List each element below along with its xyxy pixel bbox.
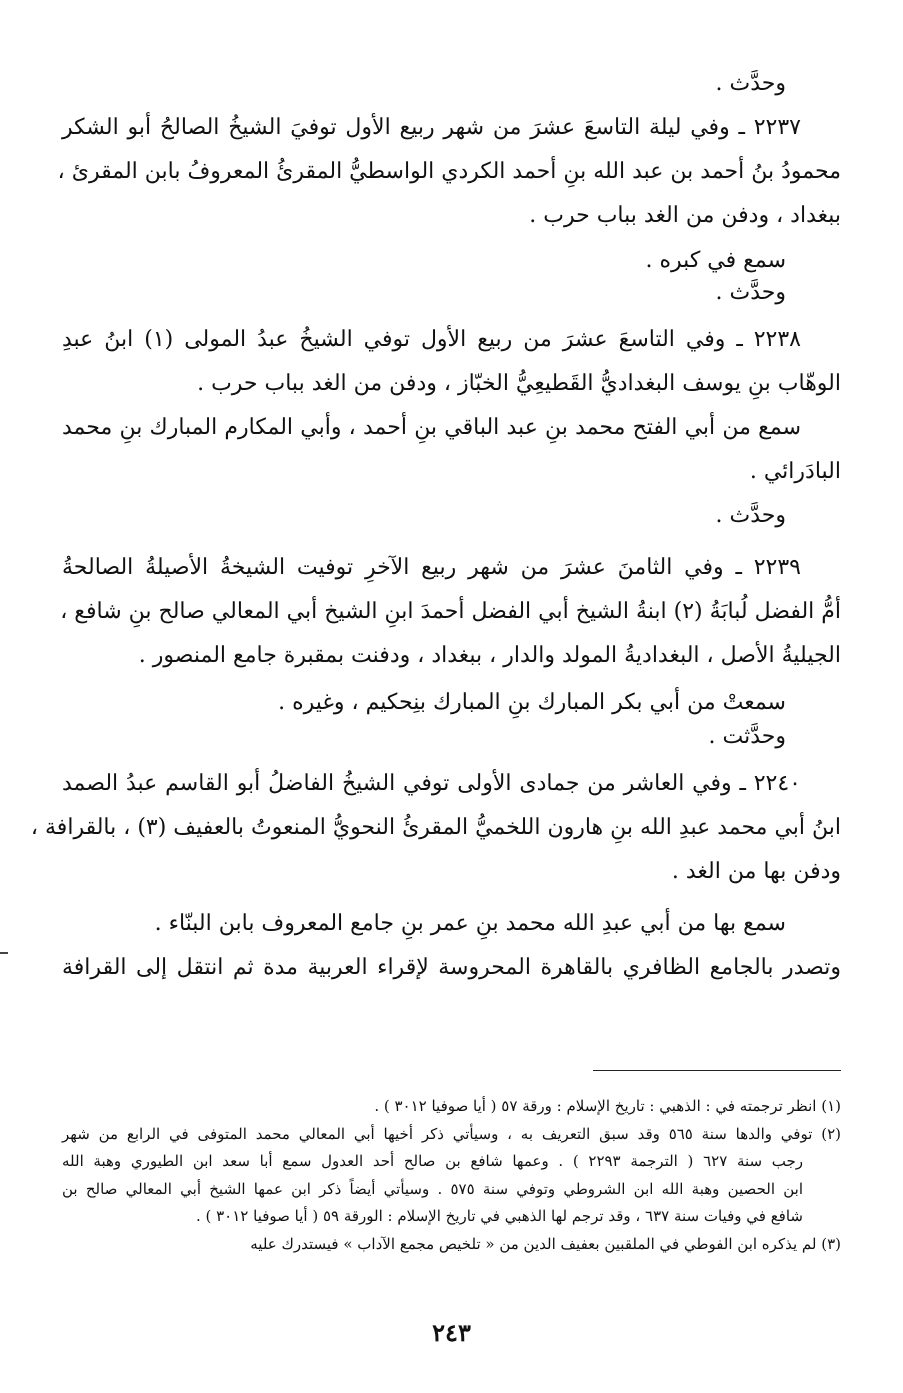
page-number: ٢٤٣ xyxy=(432,1318,471,1347)
body-line: البادَرائي . xyxy=(749,459,841,484)
body-line: ودفن بها من الغد . xyxy=(671,859,841,884)
margin-mark xyxy=(0,952,8,954)
body-line: الجيليةُ الأصل ، البغداديةُ المولد والدار ، ببغداد ، ودفنت بمقبرة جامع المنصور . xyxy=(138,643,841,668)
footnote-divider xyxy=(593,1070,841,1071)
body-line: وحدَّث . xyxy=(715,280,786,305)
spacer xyxy=(62,238,841,246)
body-line: ببغداد ، ودفن من الغد بباب حرب . xyxy=(529,203,841,228)
body-line: وحدَّثت . xyxy=(708,724,786,749)
footnote-2-continued: ابن الحصين وهبة الله ابن الشروطي وتوفي سنة ٥٧٥ . وسيأتي أيضاً ذكر ابن عمها الشيخ أبي المعالي صالح بن xyxy=(62,1179,803,1198)
body-line: الوهّاب بنِ يوسف البغداديُّ القَطيعِيُّ الخبّاز ، ودفن من الغد بباب حرب . xyxy=(197,371,841,396)
footnote-2: (٢) توفي والدها سنة ٥٦٥ وقد سبق التعريف به ، وسيأتي ذكر أخيها أبي المعالي محمد المتوفى في الرابع من شهر xyxy=(62,1124,841,1143)
body-line: أمُّ الفضل لُبابَةُ (٢) ابنةُ الشيخ أبي الفضل أحمدَ ابنِ الشيخ أبي المعالي صالح بنِ شافع ، xyxy=(60,599,841,624)
body-line: وحدَّث . xyxy=(715,71,786,96)
body-line: سمع بها من أبي عبدِ الله محمد بنِ عمر بنِ جامع المعروف بابن البنّاء . xyxy=(154,911,786,936)
body-line: سمع في كبره . xyxy=(645,248,786,273)
footnote-3: (٣) لم يذكره ابن الفوطي في الملقبين بعفيف الدين من « تلخيص مجمع الآداب » فيستدرك عليه xyxy=(250,1234,841,1253)
entry-2238-heading: ٢٢٣٨ ـ وفي التاسعَ عشرَ من ربيع الأول توفي الشيخُ عبدُ المولى (١) ابنُ عبدِ xyxy=(62,327,801,352)
spacer xyxy=(62,894,841,902)
spacer xyxy=(62,538,841,546)
body-line: محمودُ بنُ أحمد بن عبد الله بنِ أحمد الكردي الواسطيُّ المقرئُ المعروفُ بابن المقرئ ، xyxy=(57,159,841,184)
footnote-2-continued: رجب سنة ٦٢٧ ( الترجمة ٢٢٩٣ ) . وعمها شافع بن صالح أحد العدول سمع أبا سعد ابن الطيوري وهبة الله xyxy=(62,1152,804,1170)
body-line: سمعتْ من أبي بكر المبارك بنِ المبارك بنِحكيم ، وغيره . xyxy=(278,690,786,715)
body-line: وحدَّث . xyxy=(715,503,786,528)
entry-2239-heading: ٢٢٣٩ ـ وفي الثامنَ عشرَ من شهر ربيع الآخرِ توفيت الشيخةُ الأصيلةُ الصالحةُ xyxy=(62,555,801,580)
spacer xyxy=(62,754,841,762)
body-line: وتصدر بالجامع الظافري بالقاهرة المحروسة لإقراء العربية مدة ثم انتقل إلى القرافة xyxy=(62,955,841,980)
body-line: سمع من أبي الفتح محمد بنِ عبد الباقي بنِ أحمد ، وأبي المكارم المبارك بنِ محمد xyxy=(62,415,801,440)
footnote-2-continued: شافع في وفيات سنة ٦٣٧ ، وقد ترجم لها الذهبي في تاريخ الإسلام : الورقة ٥٩ ( أيا صوفيا ٣٠١٢ ) . xyxy=(195,1207,803,1225)
footnotes xyxy=(62,1093,841,1258)
spacer xyxy=(62,678,841,686)
body-line: ابنُ أبي محمد عبدِ الله بنِ هارون اللخميُّ المقرئُ النحويُّ المنعوتُ بالعفيف (٣) ، بالقرافة ، xyxy=(30,815,841,840)
entry-2240-heading: ٢٢٤٠ ـ وفي العاشر من جمادى الأولى توفي الشيخُ الفاضلُ أبو القاسم عبدُ الصمد xyxy=(62,771,801,796)
entry-2237-heading: ٢٢٣٧ ـ وفي ليلة التاسعَ عشرَ من شهر ربيع الأول توفيَ الشيخُ الصالحُ أبو الشكر xyxy=(62,115,801,140)
footnote-1: (١) انظر ترجمته في : الذهبي : تاريخ الإسلام : ورقة ٥٧ ( أيا صوفيا ٣٠١٢ ) . xyxy=(374,1097,841,1115)
spacer xyxy=(62,310,841,318)
